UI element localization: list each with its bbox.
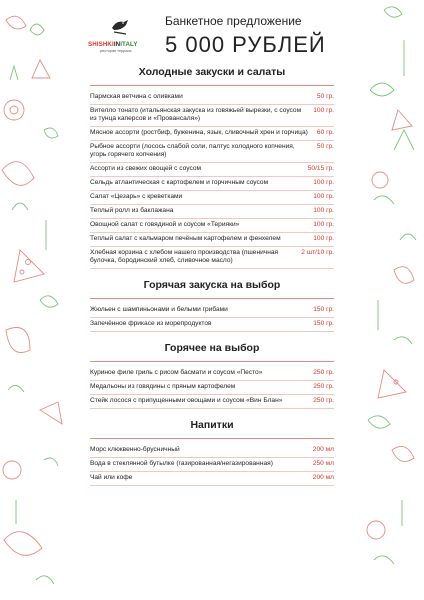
menu-section bbox=[90, 419, 334, 486]
menu-item bbox=[90, 219, 334, 233]
menu-item bbox=[90, 105, 334, 127]
logo-subtitle: ресторан терраса bbox=[100, 49, 132, 53]
menu-item-portion: 100 гр. bbox=[313, 207, 334, 214]
section-title: Холодные закуски и салаты bbox=[138, 66, 286, 78]
bird-on-branch-icon bbox=[108, 16, 130, 38]
menu-item-portion: 50 гр. bbox=[316, 93, 334, 100]
logo-wordmark: SHISHKIINITALY bbox=[88, 41, 138, 48]
menu-item-portion: 250 мл bbox=[312, 460, 334, 467]
menu-item bbox=[90, 444, 334, 458]
section-divider bbox=[90, 361, 334, 362]
banquet-menu bbox=[90, 66, 334, 496]
menu-item-portion: 150 гр. bbox=[313, 320, 334, 327]
menu-item-name: Морс клюквенно-брусничный bbox=[90, 446, 180, 453]
menu-item-portion: 100 гр. bbox=[313, 179, 334, 186]
menu-item-portion: 100 гр. bbox=[313, 235, 334, 242]
menu-item-name: Хлебная корзина с хлебом нашего производства (пшеничная булочка, бородинский хлеб, сливочное масло) bbox=[90, 249, 279, 264]
offer-price: 5 000 РУБЛЕЙ bbox=[165, 32, 326, 57]
menu-item-portion: 2 шт/10 гр. bbox=[301, 249, 334, 256]
menu-section bbox=[90, 66, 334, 269]
section-title: Горячая закуска на выбор bbox=[143, 279, 281, 291]
menu-item-name: Запечённое фрикасе из морепродуктов bbox=[90, 320, 212, 327]
left-food-illustrations bbox=[0, 0, 70, 600]
menu-item bbox=[90, 205, 334, 219]
menu-item bbox=[90, 91, 334, 105]
menu-item-name: Стейк лосося с припущенными овощами и соусом «Вин Блан» bbox=[90, 397, 283, 404]
menu-item-portion: 250 гр. bbox=[313, 397, 334, 404]
menu-item-name: Мясное ассорти (ростбиф, буженина, язык, сливочный хрен и горчица) bbox=[90, 129, 308, 136]
menu-item-name: Медальоны из говядины с пряным картофелем bbox=[90, 383, 236, 390]
menu-item bbox=[90, 458, 334, 472]
menu-item-portion: 200 мл bbox=[312, 446, 334, 453]
menu-section bbox=[90, 342, 334, 409]
menu-item bbox=[90, 127, 334, 141]
menu-item-portion: 100 гр. bbox=[313, 107, 334, 114]
menu-item-portion: 60 гр. bbox=[316, 129, 334, 136]
menu-item-portion: 250 гр. bbox=[313, 369, 334, 376]
menu-item-name: Жюльен с шампиньонами и белыми грибами bbox=[90, 306, 228, 313]
menu-item-portion: 50/15 гр. bbox=[307, 165, 334, 172]
menu-item-portion: 100 гр. bbox=[313, 193, 334, 200]
menu-item-name: Салат «Цезарь» с креветками bbox=[90, 193, 183, 200]
header bbox=[88, 14, 360, 64]
menu-item-portion: 250 гр. bbox=[313, 383, 334, 390]
menu-item-name: Ассорти из свежих овощей с соусом bbox=[90, 165, 202, 172]
menu-item-name: Вителло тонато (итальянская закуска из говяжьей вырезки, с соусом из тунца каперсов и «Провансаля») bbox=[90, 107, 302, 122]
section-divider bbox=[90, 298, 334, 299]
menu-item-name: Сельдь атлантическая с картофелем и горчичным соусом bbox=[90, 179, 269, 186]
right-food-illustrations bbox=[354, 0, 424, 600]
menu-item bbox=[90, 395, 334, 409]
menu-item-name: Чай или кофе bbox=[90, 474, 133, 481]
menu-item-name: Овощной салат с говядиной и соусом «Терияки» bbox=[90, 221, 240, 228]
restaurant-logo bbox=[88, 14, 150, 62]
menu-item bbox=[90, 381, 334, 395]
offer-label: Банкетное предложение bbox=[165, 14, 302, 28]
section-divider bbox=[90, 85, 334, 86]
menu-item-name: Рыбное ассорти (лосось слабой соли, палтус холодного копчения, угорь горячего копчения) bbox=[90, 143, 295, 158]
section-divider bbox=[90, 438, 334, 439]
menu-item-portion: 150 гр. bbox=[313, 306, 334, 313]
menu-item bbox=[90, 318, 334, 332]
menu-item-name: Теплый салат с кальмаром печёным картофелем и фенхелем bbox=[90, 235, 281, 242]
menu-item bbox=[90, 233, 334, 247]
menu-item bbox=[90, 163, 334, 177]
section-title: Горячее на выбор bbox=[164, 342, 260, 354]
menu-item bbox=[90, 304, 334, 318]
menu-item bbox=[90, 177, 334, 191]
menu-item bbox=[90, 191, 334, 205]
menu-item bbox=[90, 367, 334, 381]
menu-item-name: Теплый ролл из баклажана bbox=[90, 207, 174, 214]
menu-item bbox=[90, 141, 334, 163]
menu-item bbox=[90, 472, 334, 486]
menu-item bbox=[90, 247, 334, 269]
menu-item-portion: 100 гр. bbox=[313, 221, 334, 228]
menu-item-name: Вода в стеклянной бутылке (газированная/негазированная) bbox=[90, 460, 273, 467]
menu-item-portion: 200 мл bbox=[312, 474, 334, 481]
menu-item-portion: 50 гр. bbox=[316, 143, 334, 150]
menu-item-name: Куриное филе гриль с рисом басмати и соусом «Песто» bbox=[90, 369, 263, 376]
menu-item-name: Пармская ветчина с оливками bbox=[90, 93, 183, 100]
menu-section bbox=[90, 279, 334, 332]
section-title: Напитки bbox=[190, 419, 234, 431]
